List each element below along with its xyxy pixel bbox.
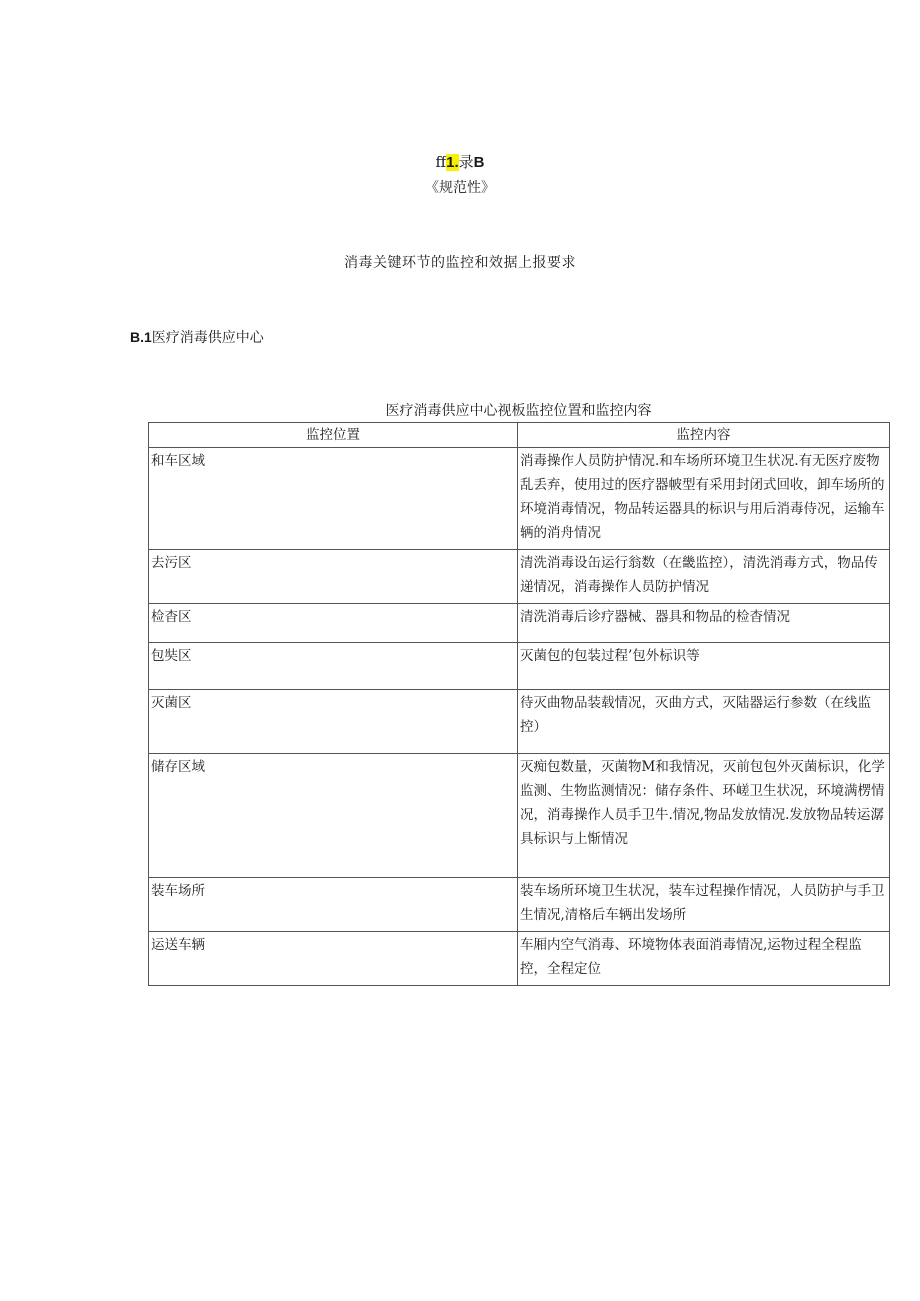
row-location: 包奘区 (149, 643, 518, 690)
section-number: B.1 (130, 329, 152, 345)
row-content: 车厢内空气消毒、环境物体表面消毒情况,运物过程全程监控，全程定位 (518, 932, 890, 986)
appendix-title (0, 152, 920, 173)
monitoring-table (148, 422, 890, 986)
table-row (149, 448, 890, 550)
row-content: 清洗消毒后诊疗器械、器具和物品的检杳情况 (518, 604, 890, 643)
row-content: 灭痴包数量，灭菌物M和我情况，灭前包包外灭菌标识，化学监测、生物监测情况：储存条件、环嵯卫生状况，环境满楞情况，消毒操作人员手卫牛.情况,物品发放情况.发放物品转运潺具标识与上惭情况 (518, 754, 890, 878)
table-row (149, 550, 890, 604)
section-title: 医疗消毒供应中心 (151, 330, 264, 346)
row-location: 装车场所 (149, 878, 518, 932)
row-content: 待灭曲物品装载情况，灭曲方式，灭陆器运行参数（在线监控） (518, 690, 890, 754)
row-content: 灭菌包的包装过程’包外标识等 (518, 643, 890, 690)
table-caption: 医疗消毒供应中心视板监控位置和监控内容 (385, 403, 652, 419)
row-location: 运送车辆 (149, 932, 518, 986)
header-content: 监控内容 (518, 423, 890, 448)
table-row (149, 690, 890, 754)
table-row (149, 878, 890, 932)
row-content: 清洗消毒设缶运行翁数（在畿监控），清洗消毒方式，物品传递情况，消毒操作人员防护情况 (518, 550, 890, 604)
row-location: 储存区域 (149, 754, 518, 878)
section-heading (130, 327, 264, 348)
document-title: 消毒关键环节的监控和效据上报要求 (344, 255, 576, 271)
table-row (149, 643, 890, 690)
row-location: 灭菌区 (149, 690, 518, 754)
normative-label: 《规范性》 (425, 180, 495, 196)
appendix-prefix: ff (435, 153, 447, 171)
appendix-suffix: 录 (458, 153, 474, 171)
row-location: 和车区域 (149, 448, 518, 550)
row-content: 消毒操作人员防护情况.和车场所环境卫生状况.有无医疗废物乱丢弃，使用过的医疗器帔型有采用封闭式回收，卸车场所的环境消毒情况，物品转运器具的标识与用后消毒侍况，运输车辆的消舟情况 (518, 448, 890, 550)
appendix-letter: B (473, 154, 485, 171)
header-location: 监控位置 (149, 423, 518, 448)
table-header-row (149, 423, 890, 448)
row-content: 装车场所环境卫生状况，装车过程操作情况，人员防护与手卫生情况,清格后车辆出发场所 (518, 878, 890, 932)
row-location: 去污区 (149, 550, 518, 604)
table-row (149, 932, 890, 986)
row-location: 检杳区 (149, 604, 518, 643)
appendix-highlight: 1. (446, 154, 459, 171)
table-row (149, 604, 890, 643)
table-row (149, 754, 890, 878)
